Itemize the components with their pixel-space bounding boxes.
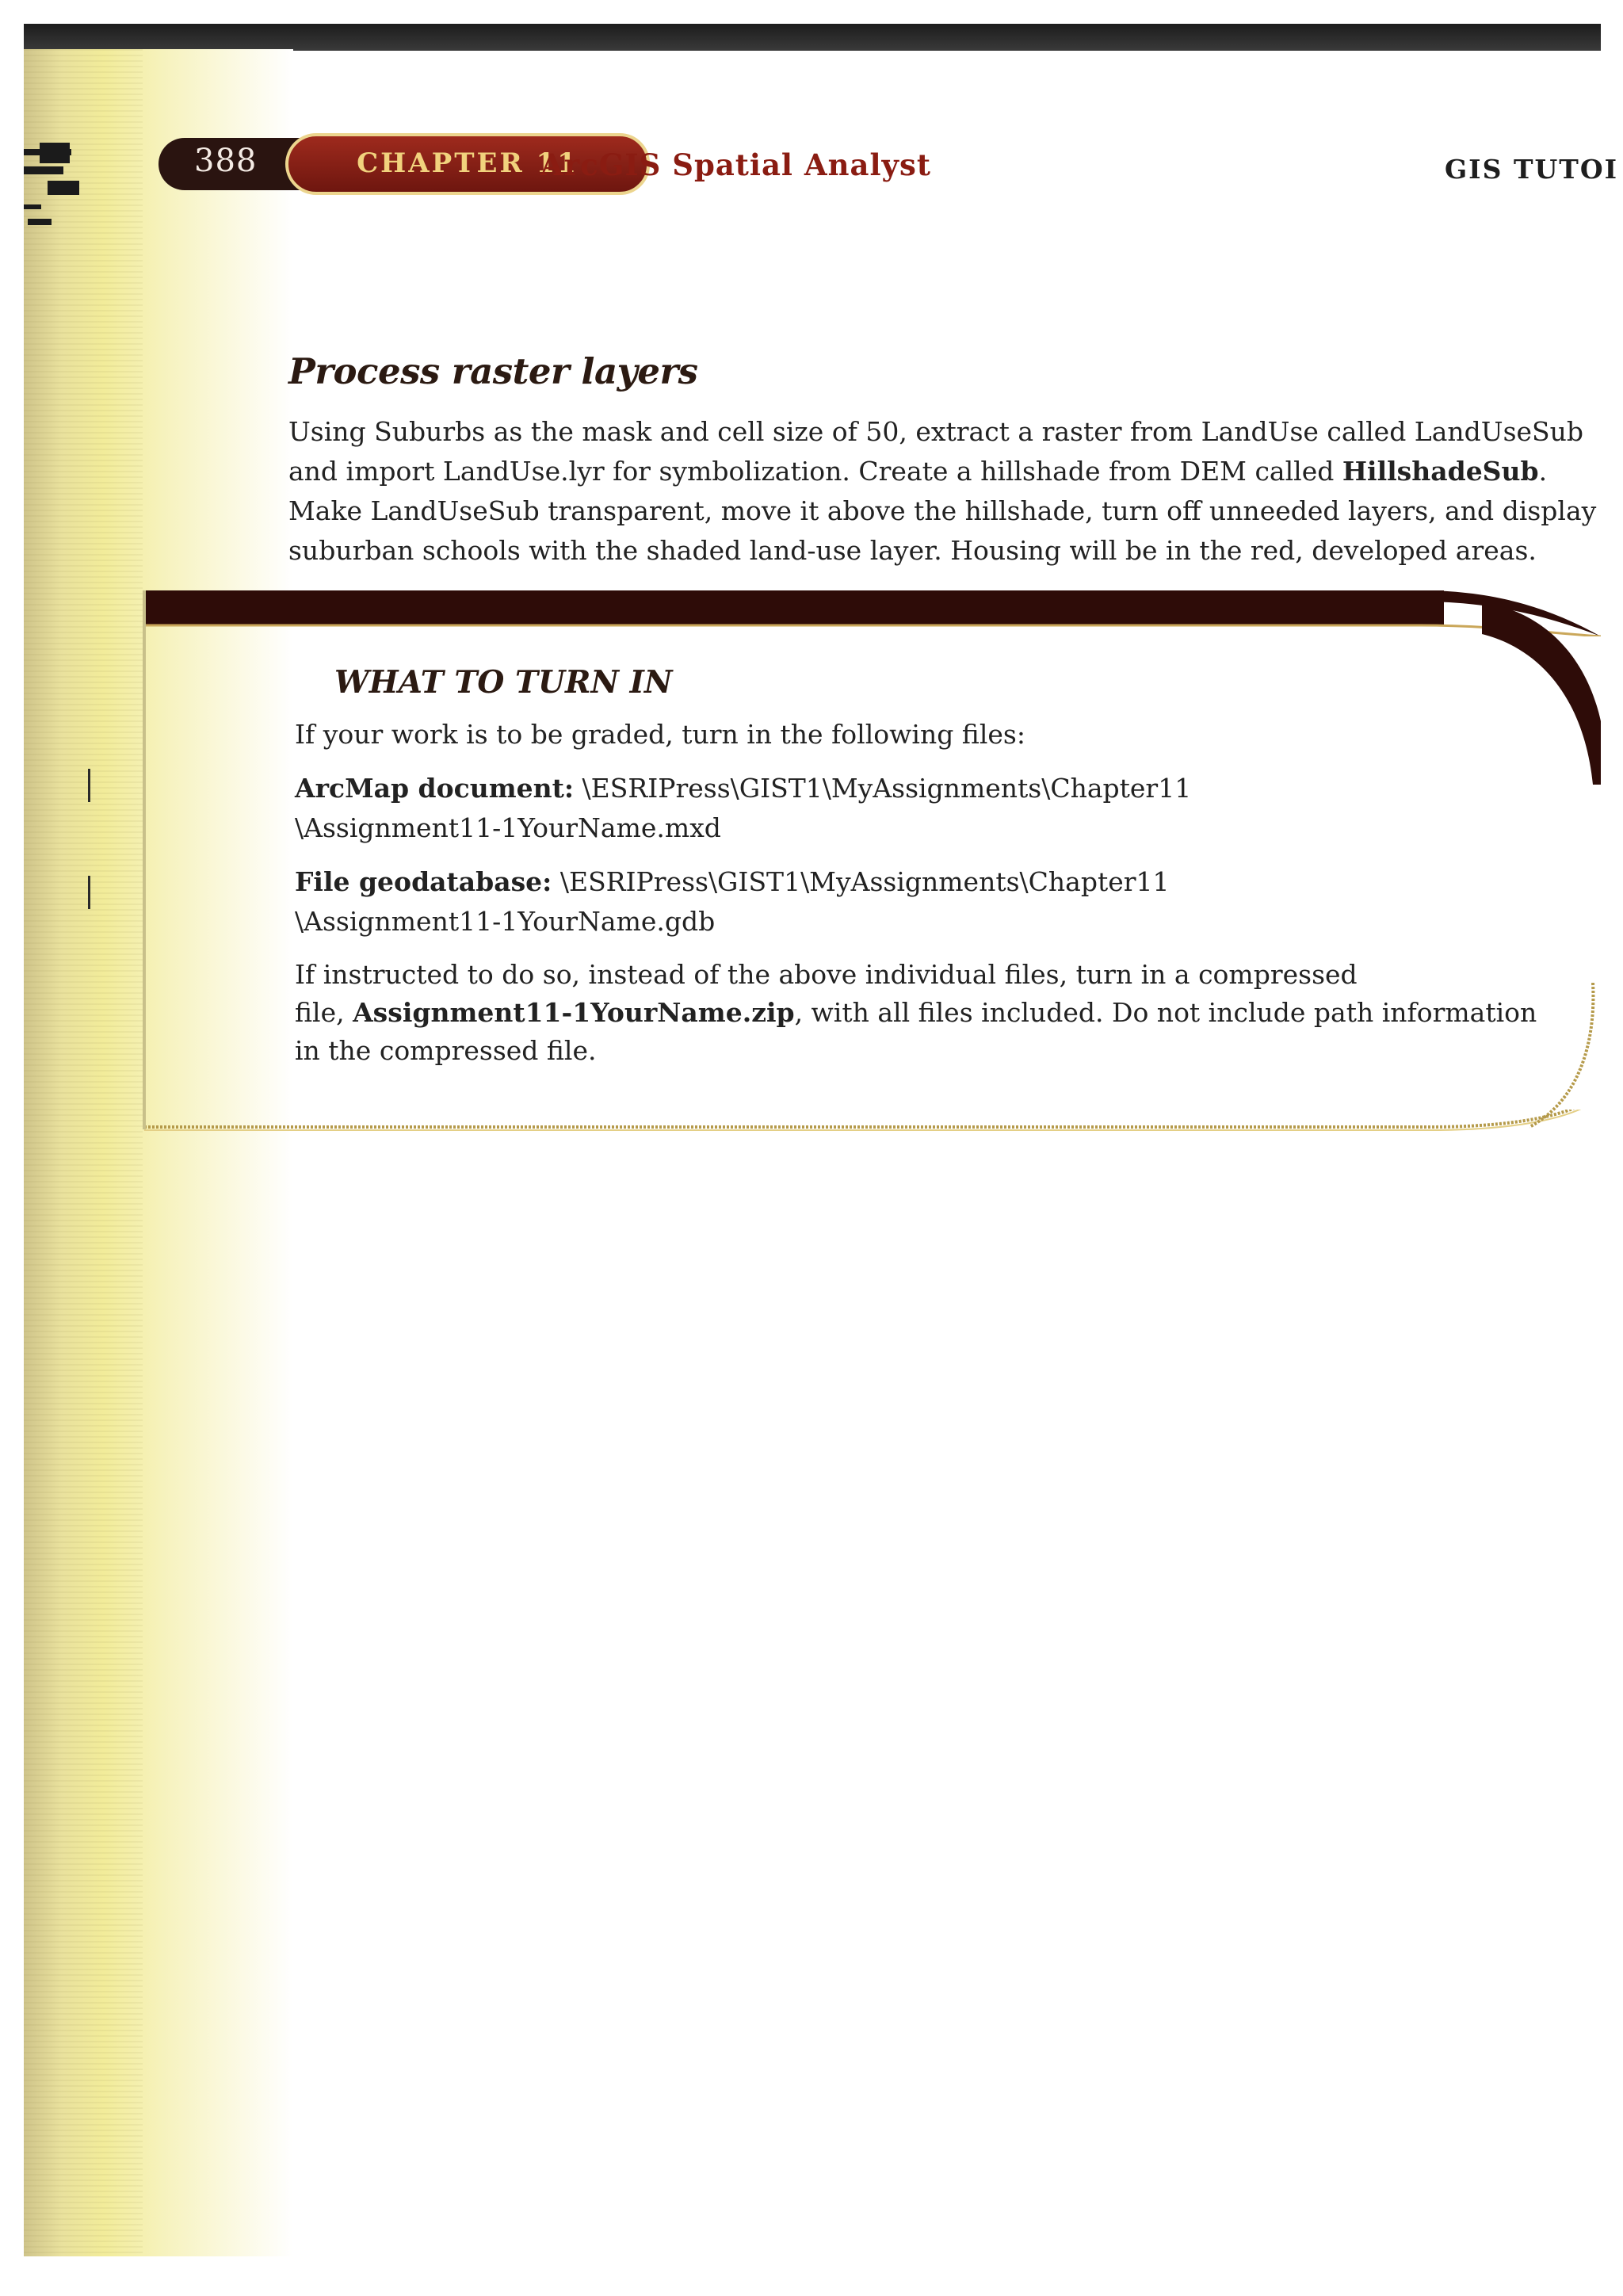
- geodatabase-label: File geodatabase:: [295, 866, 552, 897]
- scan-top-shadow: [24, 24, 1601, 51]
- box-top-border: [144, 590, 1601, 636]
- book-title: GIS TUTOI: [1445, 154, 1619, 185]
- chapter-header: [127, 133, 579, 195]
- arcmap-path: \ESRIPress\GIST1\MyAssignments\Chapter11: [574, 773, 1192, 804]
- binding-marks: [24, 119, 79, 238]
- turn-in-heading: WHAT TO TURN IN: [334, 664, 673, 701]
- geodatabase-path: \ESRIPress\GIST1\MyAssignments\Chapter11: [552, 866, 1170, 897]
- compressed-instructions: If instructed to do so, instead of the above individual files, turn in a compressed file, Assignment11-1YourName.zip, with all files included. Do not include path information in the compressed file.: [295, 959, 1537, 1066]
- scan-top-border: [0, 0, 1623, 49]
- arcmap-file: \Assignment11-1YourName.mxd: [295, 812, 721, 843]
- turn-in-content: [295, 715, 1563, 1084]
- geodatabase-file: \Assignment11-1YourName.gdb: [295, 906, 716, 937]
- box-bottom-border: [144, 1110, 1601, 1133]
- margin-mark: [88, 769, 90, 802]
- margin-mark: [88, 876, 90, 909]
- paragraph-line: and import LandUse.lyr for symbolization. Create a hillshade from DEM called HillshadeSub.: [288, 456, 1548, 487]
- arcmap-label: ArcMap document:: [295, 773, 575, 804]
- turn-in-intro: If your work is to be graded, turn in the following files:: [295, 719, 1025, 750]
- paragraph-line: Using Suburbs as the mask and cell size of 50, extract a raster from LandUse called LandUseSub: [288, 416, 1584, 447]
- scan-bottom-border: [24, 2256, 1601, 2296]
- chapter-label: CHAPTER 11: [357, 147, 579, 179]
- section-heading: Process raster layers: [288, 350, 698, 392]
- layer-name: HillshadeSub: [1342, 456, 1539, 487]
- section-paragraph: [288, 412, 1620, 571]
- chapter-title: ArcGIS Spatial Analyst: [540, 147, 931, 182]
- paragraph-line: Make LandUseSub transparent, move it above the hillshade, turn off unneeded layers, and display: [288, 495, 1597, 526]
- box-left-rule: [143, 590, 146, 1129]
- zip-file-name: Assignment11-1YourName.zip: [353, 997, 795, 1028]
- page-edge-stack: [24, 49, 143, 2256]
- page-number: 388: [194, 143, 258, 179]
- geodatabase-entry: [295, 862, 1563, 942]
- paragraph-line: suburban schools with the shaded land-use layer. Housing will be in the red, developed areas.: [288, 535, 1537, 566]
- arcmap-entry: [295, 769, 1563, 848]
